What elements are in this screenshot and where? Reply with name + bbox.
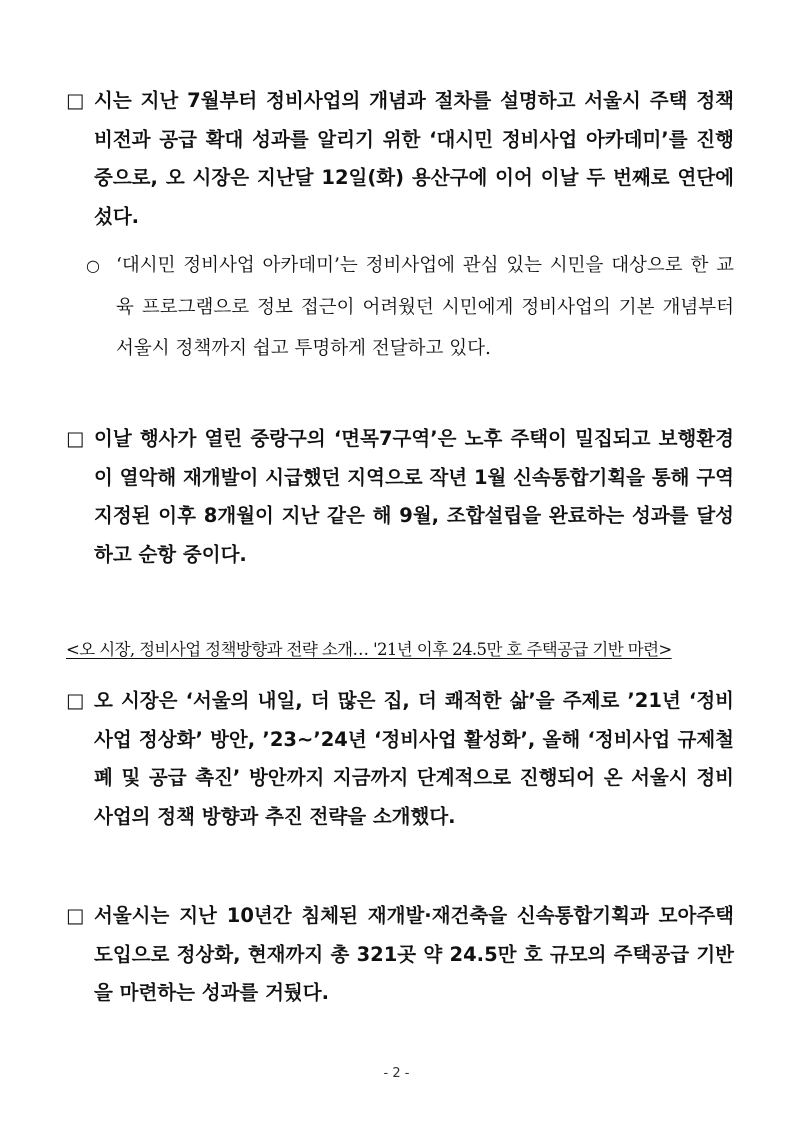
sub-paragraph-academy-program: [86, 245, 734, 370]
paragraph-text: 이날 행사가 열린 중랑구의 ‘면목7구역’은 노후 주택이 밀집되고 보행환경이 열악해 재개발이 시급했던 지역으로 작년 1월 신속통합기획을 통해 구역지정된 이후 8개월이 지난 같은 해 9월, 조합설립을 완료하는 성과를 달성하고 순항 중이다.: [94, 427, 734, 566]
paragraph-myeonmok-district: [66, 420, 734, 574]
page-number: - 2 -: [383, 1066, 410, 1081]
paragraph-text: 오 시장은 ‘서울의 내일, 더 많은 집, 더 쾌적한 삶’을 주제로 ’21년 ‘정비사업 정상화’ 방안, ’23~’24년 ‘정비사업 활성화’, 올해 ‘정비사업 규제철폐 및 공급 촉진’ 방안까지 지금까지 단계적으로 진행되어 온 서울시 정비사업의 정책 방향과 추진 전략을 소개했다.: [94, 689, 734, 828]
square-bullet-icon: □: [66, 89, 85, 112]
paragraph-academy-intro: [66, 82, 734, 236]
paragraph-policy-direction: [66, 682, 734, 836]
paragraph-text: 시는 지난 7월부터 정비사업의 개념과 절차를 설명하고 서울시 주택 정책 비전과 공급 확대 성과를 알리기 위한 ‘대시민 정비사업 아카데미’를 진행 중으로, 오 시장은 지난달 12일(화) 용산구에 이어 이날 두 번째로 연단에 섰다.: [94, 89, 734, 228]
circle-bullet-icon: ○: [86, 256, 100, 275]
section-heading: <오 시장, 정비사업 정책방향과 전략 소개… '21년 이후 24.5만 호 주택공급 기반 마련>: [66, 640, 672, 659]
square-bullet-icon: □: [66, 427, 85, 450]
sub-paragraph-text: ‘대시민 정비사업 아카데미’는 정비사업에 관심 있는 시민을 대상으로 한 교육 프로그램으로 정보 접근이 어려웠던 시민에게 정비사업의 기본 개념부터 서울시 정책까지 쉽고 투명하게 전달하고 있다.: [116, 255, 734, 359]
paragraph-text: 서울시는 지난 10년간 침체된 재개발·재건축을 신속통합기획과 모아주택 도입으로 정상화, 현재까지 총 321곳 약 24.5만 호 규모의 주택공급 기반을 마련하는 성과를 거뒀다.: [94, 904, 734, 1004]
square-bullet-icon: □: [66, 904, 85, 927]
square-bullet-icon: □: [66, 689, 85, 712]
paragraph-housing-supply-results: [66, 897, 734, 1013]
